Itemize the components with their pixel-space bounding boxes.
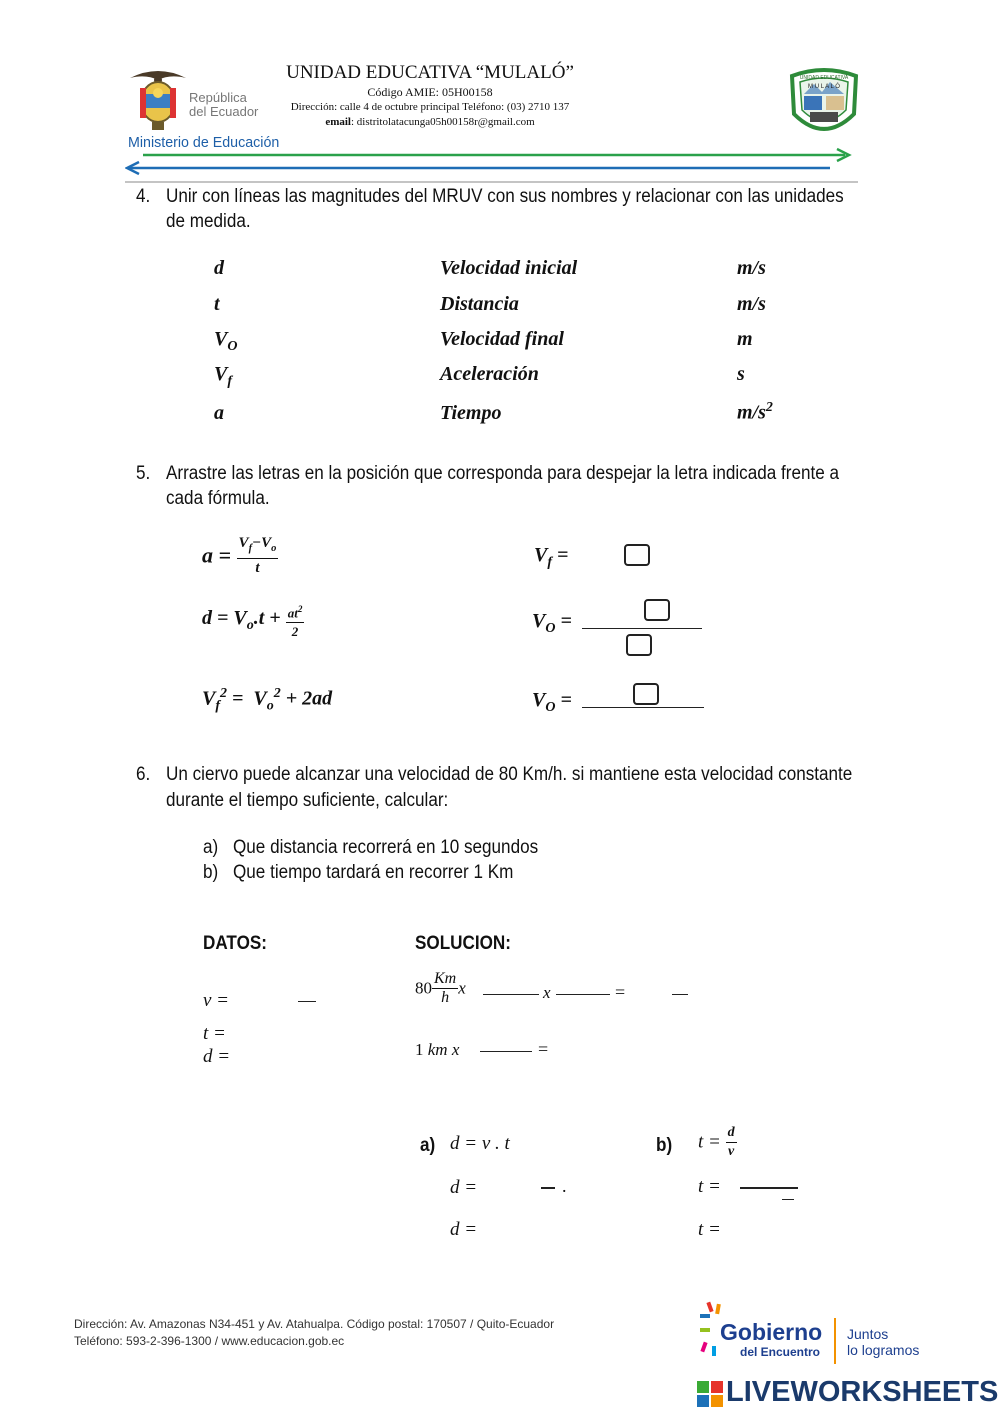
amie-code: Código AMIE: 05H00158 <box>367 85 493 99</box>
answer-vf-label: $V_f$ = <box>534 544 569 570</box>
q4-symbol-row2[interactable]: t <box>214 293 220 315</box>
q4-name-row5[interactable]: Tiempo <box>440 402 502 424</box>
solucion-title: SOLUCION: <box>415 933 511 954</box>
ministry-name: Ministerio de Educación <box>128 134 280 151</box>
q4-symbol-row4[interactable]: $V_f$ <box>214 363 233 389</box>
q4-symbol-row5[interactable]: a <box>214 402 224 424</box>
datos-title: DATOS: <box>203 933 267 954</box>
q4-name-row1[interactable]: Velocidad inicial <box>440 257 578 279</box>
coat-of-arms-icon <box>126 66 190 132</box>
q4-text-line2: de medida. <box>166 211 251 232</box>
sol-b-unit-line <box>782 1199 794 1200</box>
shield-text-top: UNIDAD EDUCATIVA <box>799 75 849 81</box>
drop-box-vo-2[interactable] <box>633 683 659 705</box>
formula-acceleration: a = $\frac{V_f-V_o}{t}$ <box>202 535 277 576</box>
q4-unit-row4[interactable]: s <box>737 363 745 385</box>
datos-t: t = <box>203 1023 226 1044</box>
answer-line-2 <box>582 707 704 708</box>
q4-unit-row5[interactable]: $m/s^2$ <box>737 400 773 424</box>
q6-item-b-label: b) <box>203 862 219 883</box>
drop-box-vo-denominator[interactable] <box>626 634 652 656</box>
footer-address: Dirección: Av. Amazonas N34-451 y Av. Atahualpa. Código postal: 170507 / Quito-Ecuador <box>74 1317 555 1331</box>
km-conversion-line <box>480 1051 532 1052</box>
sol-a-label: a) <box>420 1135 436 1156</box>
sol-b-label: b) <box>656 1135 673 1156</box>
school-email: email: distritolatacunga05h00158r@gmail.com <box>325 116 535 128</box>
q4-unit-row2[interactable]: m/s <box>737 293 766 315</box>
conversion-result-line <box>672 994 688 995</box>
sol-b-substitution: t = <box>698 1176 721 1197</box>
q4-text-line1: Unir con líneas las magnitudes del MRUV con sus nombres y relacionar con las unidades <box>166 186 844 207</box>
q6-item-a: Que distancia recorrerá en 10 segundos <box>233 837 539 858</box>
q4-number: 4. <box>136 186 151 207</box>
datos-v: v = <box>203 990 230 1011</box>
q6-text-line2: durante el tiempo suficiente, calcular: <box>166 790 449 811</box>
footer-phone: Teléfono: 593-2-396-1300 / www.educacion.gob.ec <box>74 1334 345 1348</box>
q4-symbol-row3[interactable]: $V_O$ <box>214 328 238 354</box>
km-conversion: 1 km x <box>415 1040 460 1059</box>
gobierno-subname: del Encuentro <box>740 1345 821 1359</box>
sol-a-dot: . <box>562 1176 567 1196</box>
conversion-line-1 <box>483 994 539 995</box>
q4-name-row4[interactable]: Aceleración <box>440 363 539 385</box>
drop-box-vo-numerator[interactable] <box>644 599 670 621</box>
q6-item-a-label: a) <box>203 837 219 858</box>
formula-velocity-squared: $V_f^2 = V_o^2 + 2ad$ <box>202 686 333 714</box>
footer-contact <box>74 1316 554 1350</box>
q4-unit-row1[interactable]: m/s <box>737 257 766 279</box>
school-address: Dirección: calle 4 de octubre principal Teléfono: (03) 2710 137 <box>290 101 570 113</box>
answer-vo-label-1: $V_O$ = <box>532 610 572 636</box>
school-name: UNIDAD EDUCATIVA “MULALÓ” <box>286 62 574 83</box>
sol-a-result: d = <box>450 1219 478 1240</box>
country-name: República del Ecuador <box>189 90 259 119</box>
fraction-line-1 <box>582 628 702 629</box>
shield-text-bottom: M U L A L Ó <box>808 84 840 90</box>
km-conversion-equals: = <box>538 1039 549 1059</box>
formula-distance: $d = V_o.t$ + $\frac{at^2}{2}$ <box>202 600 304 641</box>
sol-a-formula: d = v . t <box>450 1133 510 1154</box>
q6-item-b: Que tiempo tardará en recorrer 1 Km <box>233 862 514 883</box>
conversion-equals: = <box>615 982 626 1002</box>
q6-number: 6. <box>136 764 151 785</box>
q4-name-row2[interactable]: Distancia <box>440 293 519 315</box>
sol-a-substitution: d = <box>450 1177 478 1198</box>
sol-a-unit-line <box>541 1187 555 1189</box>
answer-vo-label-2: $V_O$ = <box>532 689 572 715</box>
sol-b-fraction-line <box>740 1187 798 1189</box>
liveworksheets-watermark: LIVEWORKSHEETS <box>726 1376 999 1408</box>
liveworksheets-logo-icon <box>697 1381 725 1407</box>
slogan: Juntos lo logramos <box>847 1326 920 1358</box>
q5-text-line2: cada fórmula. <box>166 488 270 509</box>
datos-d: d = <box>203 1046 231 1067</box>
q4-symbol-row1[interactable]: d <box>214 257 224 279</box>
drop-box-vf[interactable] <box>624 544 650 566</box>
conversion-formula: 80 $\frac{Km}{h}$ x <box>415 970 466 1006</box>
footer-divider <box>834 1318 836 1364</box>
conversion-x: x <box>543 983 551 1002</box>
q5-number: 5. <box>136 463 151 484</box>
q6-text-line1: Un ciervo puede alcanzar una velocidad de 80 Km/h. si mantiene esta velocidad constante <box>166 764 853 785</box>
sol-b-formula: t = $\frac{d}{v}$ <box>698 1125 735 1159</box>
datos-v-unit-line <box>298 1001 316 1002</box>
sol-b-result: t = <box>698 1219 721 1240</box>
header-text <box>220 62 640 129</box>
conversion-line-2 <box>556 994 610 995</box>
q4-name-row3[interactable]: Velocidad final <box>440 328 564 350</box>
header-arrows <box>125 146 860 186</box>
gobierno-name: Gobierno <box>720 1319 823 1345</box>
q5-text-line1: Arrastre las letras en la posición que corresponda para despejar la letra indicada frente a <box>166 463 839 484</box>
q4-unit-row3[interactable]: m <box>737 328 753 350</box>
